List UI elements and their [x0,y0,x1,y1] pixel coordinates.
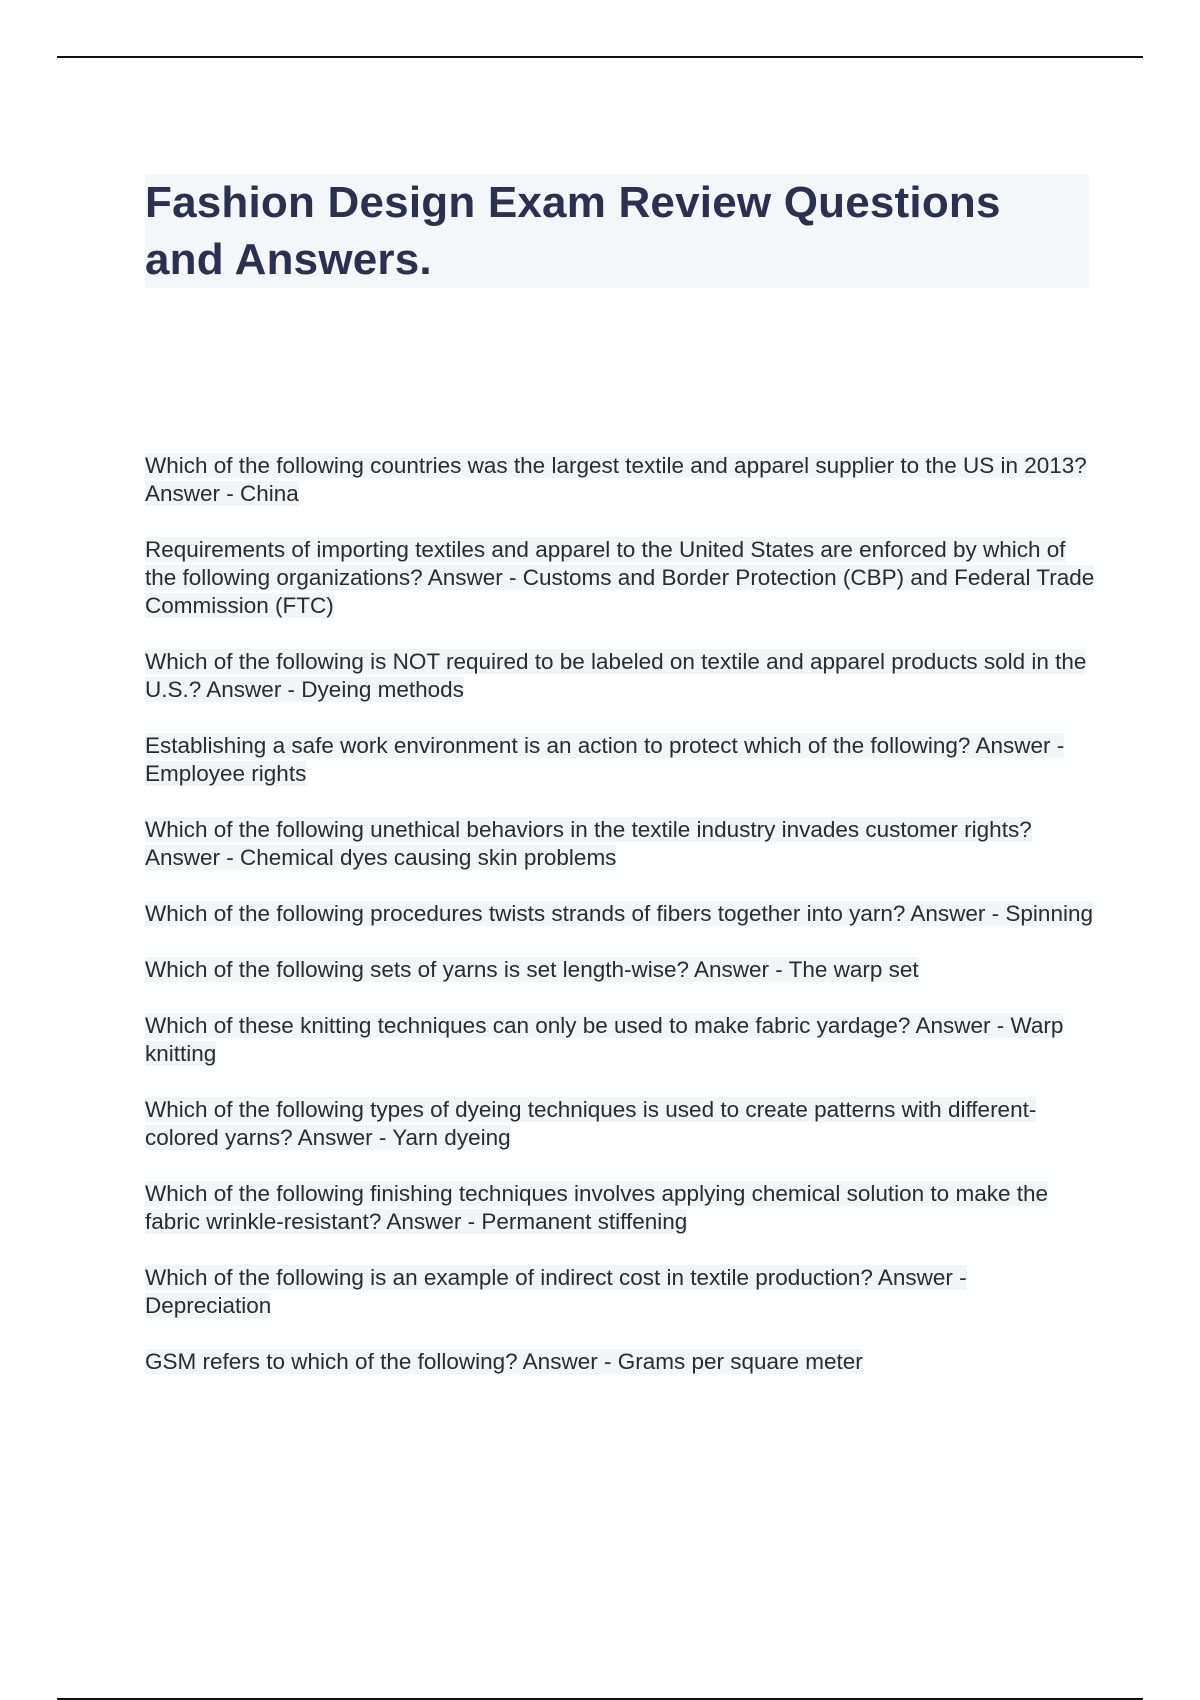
qa-item [145,536,1095,620]
qa-text: GSM refers to which of the following? Answer - Grams per square meter [145,1349,863,1374]
qa-item [145,956,1095,984]
page-title: Fashion Design Exam Review Questions and Answers. [145,178,1001,284]
qa-text: Requirements of importing textiles and apparel to the United States are enforced by which of the following organizations? Answer - Customs and Border Protection (CBP) and Federal Trade Commission (FTC) [145,537,1095,618]
qa-item [145,900,1095,928]
qa-text: Which of the following types of dyeing techniques is used to create patterns with different-colored yarns? Answer - Yarn dyeing [145,1097,1037,1150]
qa-list [145,452,1095,1404]
qa-item [145,732,1095,788]
qa-text: Establishing a safe work environment is an action to protect which of the following? Answer - Employee rights [145,733,1065,786]
qa-item [145,816,1095,872]
qa-item [145,1012,1095,1068]
title-block [145,174,1089,288]
qa-text: Which of the following finishing techniques involves applying chemical solution to make the fabric wrinkle-resistant? Answer - Permanent stiffening [145,1181,1048,1234]
qa-item [145,1096,1095,1152]
qa-item [145,452,1095,508]
top-rule [57,56,1143,58]
qa-item [145,1348,1095,1376]
qa-item [145,1264,1095,1320]
qa-text: Which of the following sets of yarns is set length-wise? Answer - The warp set [145,957,919,982]
qa-text: Which of the following countries was the largest textile and apparel supplier to the US in 2013? Answer - China [145,453,1087,506]
qa-text: Which of the following is NOT required to be labeled on textile and apparel products sold in the U.S.? Answer - Dyeing methods [145,649,1087,702]
qa-text: Which of the following unethical behaviors in the textile industry invades customer rights? Answer - Chemical dyes causing skin problems [145,817,1032,870]
qa-text: Which of the following procedures twists strands of fibers together into yarn? Answer - Spinning [145,901,1093,926]
qa-text: Which of the following is an example of indirect cost in textile production? Answer - Depreciation [145,1265,967,1318]
qa-item [145,1180,1095,1236]
qa-text: Which of these knitting techniques can only be used to make fabric yardage? Answer - Warp knitting [145,1013,1064,1066]
qa-item [145,648,1095,704]
